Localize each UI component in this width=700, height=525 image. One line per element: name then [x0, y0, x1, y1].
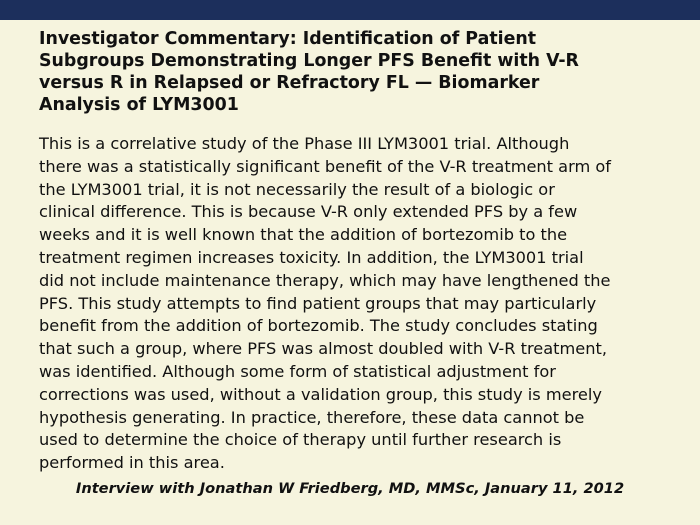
commentary-body: This is a correlative study of the Phase III LYM3001 trial. Although there was a statistically significant benefit of the V-R treatment arm of the LYM3001 trial, it is not necessarily the result of a biologic or clinical difference. This is because V-R only extended PFS by a few weeks and it is well known that the addition of bortezomib to the treatment regimen increases toxicity. In addition, the LYM3001 trial did not include maintenance therapy, which may have lengthened the PFS. This study attempts to find patient groups that may particularly benefit from the addition of bortezomib. The study concludes stating that such a group, where PFS was almost doubled with V-R treatment, was identified. Although some form of statistical adjustment for corrections was used, without a validation group, this study is merely hypothesis generating. In practice, therefore, these data cannot be used to determine the choice of therapy until further research is performed in this area. [39, 134, 611, 473]
top-banner-bar [0, 0, 700, 20]
slide-title: Investigator Commentary: Identification of Patient Subgroups Demonstrating Longer PFS Benefit with V-R versus R in Relapsed or Refractory FL — Biomarker Analysis of LYM3001 [39, 29, 579, 115]
interview-attribution: Interview with Jonathan W Friedberg, MD, MMSc, January 11, 2012 [75, 480, 625, 497]
